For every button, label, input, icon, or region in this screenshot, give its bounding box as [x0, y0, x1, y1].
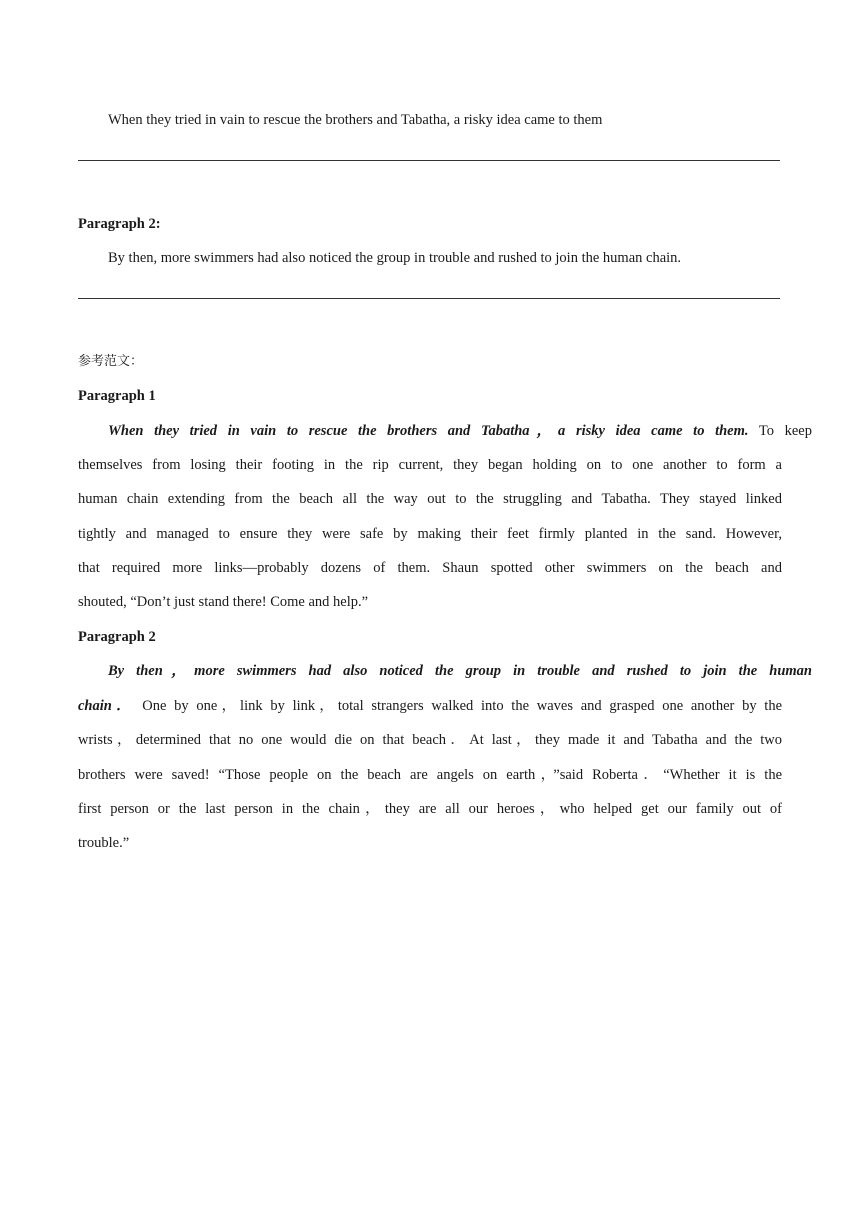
sample-p2-lead-line-1: By then，more swimmers had also noticed the group in trouble and rushed to join the human — [108, 663, 812, 679]
sample-p2-lead-line-2: chain． — [78, 698, 135, 714]
paragraph-2-prompt: By then, more swimmers had also noticed the group in trouble and rushed to join the human chain. — [108, 250, 682, 266]
sample-p2-line-3: wrists，determined that no one would die on that beach．At last，they made it and Tabatha and the two — [78, 732, 782, 748]
sample-p2-line-2 — [78, 696, 782, 716]
sample-essay-label: 参考范文： — [78, 354, 144, 369]
sample-p1-line-5: that required more links—probably dozens of them. Shaun spotted other swimmers on the beach and — [78, 560, 782, 576]
sample-paragraph-2-heading: Paragraph 2 — [78, 629, 156, 645]
sample-p1-line-3: human chain extending from the beach all the way out to the struggling and Tabatha. They stayed linked — [78, 491, 782, 507]
sample-p2-line-2-rest: One by one，link by link，total strangers walked into the waves and grasped one another by the — [134, 698, 783, 714]
sample-p1-lead-sentence: When they tried in vain to rescue the brothers and Tabatha，a risky idea came to them. — [108, 423, 749, 439]
answer-line-1 — [78, 160, 780, 161]
paragraph-2-heading: Paragraph 2: — [78, 216, 161, 232]
sample-p1-line-1 — [78, 421, 812, 441]
sample-p1-line-4: tightly and managed to ensure they were safe by making their feet firmly planted in the sand. However, — [78, 526, 782, 542]
paragraph-1-prompt: When they tried in vain to rescue the brothers and Tabatha, a risky idea came to them — [108, 112, 603, 128]
sample-p1-line-1-rest: To keep — [748, 423, 812, 439]
sample-p2-line-6: trouble.” — [78, 835, 130, 851]
sample-p1-line-6: shouted, “Don’t just stand there! Come and help.” — [78, 594, 369, 610]
sample-p2-line-4: brothers were saved! “Those people on the beach are angels on earth，”said Roberta．“Whether it is the — [78, 767, 782, 783]
sample-p1-line-2: themselves from losing their footing in the rip current, they began holding on to one another to form a — [78, 457, 782, 473]
answer-line-2 — [78, 298, 780, 299]
sample-paragraph-1-heading: Paragraph 1 — [78, 388, 156, 404]
sample-p2-line-5: first person or the last person in the chain，they are all our heroes，who helped get our family out of — [78, 801, 782, 817]
